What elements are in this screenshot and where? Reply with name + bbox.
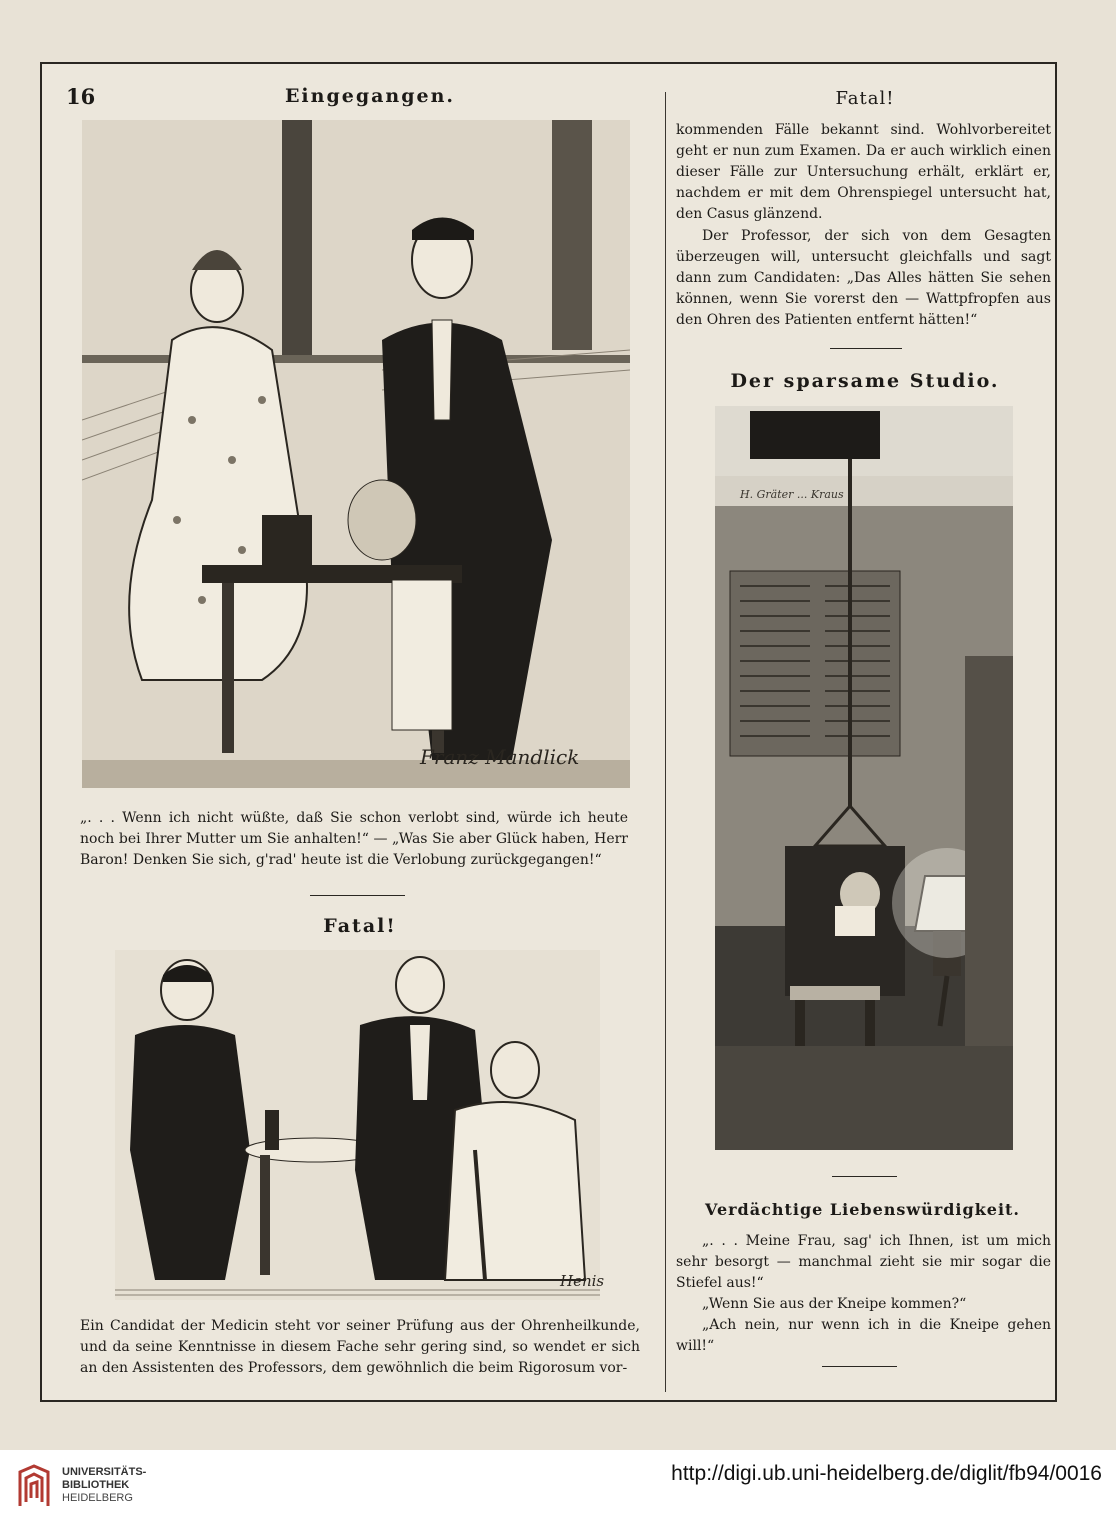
institution-line-2: BIBLIOTHEK bbox=[62, 1479, 130, 1491]
separator-rule bbox=[832, 1176, 897, 1177]
separator-rule bbox=[830, 348, 902, 349]
text-fatal-part1: Ein Candidat der Medicin steht vor seiner Prüfung aus der Ohrenheilkunde, und da seine Kenntnisse in diesem Fache sehr gering sind, so wendet er sich an den Assistenten des Professors, dem gewöhnlich die beim Rigorosum vor- bbox=[80, 1318, 640, 1376]
artist-signature-1: Franz Mandlick bbox=[420, 745, 580, 769]
institution-line-1: UNIVERSITÄTS- bbox=[62, 1466, 147, 1478]
dialogue-line-3: „Ach nein, nur wenn ich in die Kneipe gehen will!“ bbox=[676, 1317, 1051, 1354]
institution-line-3: HEIDELBERG bbox=[62, 1492, 133, 1504]
institution-name bbox=[62, 1466, 146, 1505]
university-library-logo-icon bbox=[14, 1462, 54, 1512]
artist-signature-2: Henis bbox=[560, 1272, 605, 1290]
separator-rule bbox=[822, 1366, 897, 1367]
section-title-sparsame-studio: Der sparsame Studio. bbox=[730, 370, 1000, 392]
page-number: 16 bbox=[66, 84, 96, 109]
caption-eingegangen: „. . . Wenn ich nicht wüßte, daß Sie schon verlobt sind, würde ich heute noch bei Ihrer Mutter um Sie anhalten!“ — „Was Sie aber Glück haben, Herr Baron! Denken Sie sich, g'rad' heute ist die Verlobung zurückgegangen!“ bbox=[80, 810, 628, 868]
section-title-fatal: Fatal! bbox=[323, 915, 397, 937]
text-fatal-part2: kommenden Fälle bekannt sind. Wohlvorbereitet geht er nun zum Examen. Da er auch wirklich einen dieser Fälle zur Untersuchung erhält, erklärt er, nachdem er mit dem Ohrenspiegel untersucht hat, den Casus glänzend. bbox=[676, 122, 1051, 222]
running-title-fatal: Fatal! bbox=[835, 88, 895, 109]
source-url-link[interactable]: http://digi.ub.uni-heidelberg.de/diglit/fb94/0016 bbox=[671, 1462, 1102, 1485]
dialogue-line-2: „Wenn Sie aus der Kneipe kommen?“ bbox=[702, 1296, 967, 1312]
illustration-ear-examination bbox=[115, 950, 600, 1300]
separator-rule bbox=[310, 895, 405, 896]
shop-sign-text: H. Gräter ... Kraus bbox=[740, 488, 844, 501]
text-fatal-part3: Der Professor, der sich von dem Gesagten überzeugen will, untersucht gleichfalls und sagt dann zum Candidaten: „Das Alles hätten Sie sehen können, wenn Sie vorerst den — Wattpfropfen aus den Ohren des Patienten entfernt hätten!“ bbox=[676, 228, 1051, 328]
section-title-eingegangen: Eingegangen. bbox=[284, 85, 456, 107]
illustration-student-reading-under-lamp bbox=[715, 406, 1013, 1150]
illustration-couple-at-table bbox=[82, 120, 630, 788]
section-title-verdaechtige: Verdächtige Liebenswürdigkeit. bbox=[705, 1200, 1020, 1219]
column-divider bbox=[665, 92, 666, 1392]
dialogue-line-1: „. . . Meine Frau, sag' ich Ihnen, ist um mich sehr besorgt — manchmal zieht sie mir sogar die Stiefel aus!“ bbox=[676, 1233, 1051, 1291]
